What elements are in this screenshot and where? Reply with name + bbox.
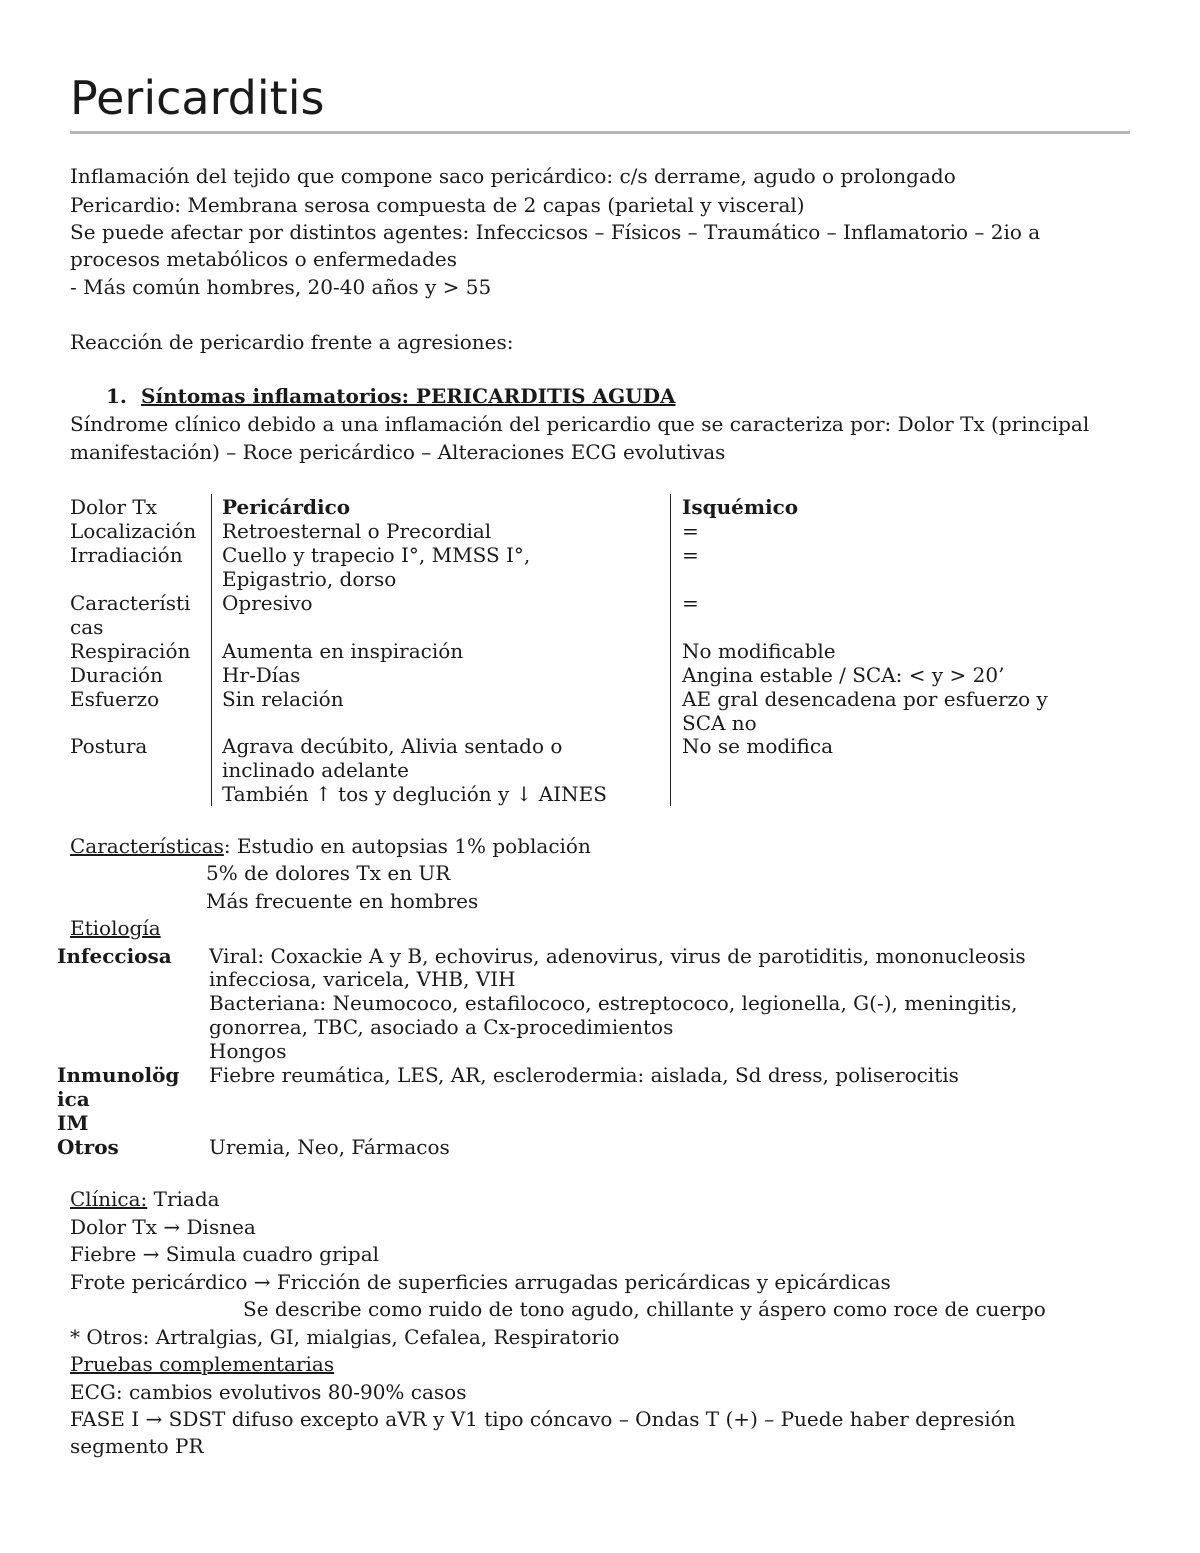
table-divider [211,494,212,806]
etiology-detail: Bacteriana: Neumococo, estafilococo, estreptococo, legionella, G(-), meningitis, [209,991,1018,1015]
table-cell-isquemico: SCA no [682,711,757,735]
table-row-label: cas [70,615,104,639]
etiology-detail: gonorrea, TBC, asociado a Cx-procedimientos [209,1015,674,1039]
intro-line: Inflamación del tejido que compone saco pericárdico: c/s derrame, agudo o prolongado [70,164,956,188]
page-title: Pericarditis [70,71,325,125]
clinica-item: Fiebre → Simula cuadro gripal [70,1242,380,1266]
pruebas-heading: Pruebas complementarias [70,1352,335,1376]
table-cell-pericardico: Sin relación [222,687,344,711]
caracteristicas-line: Características: Estudio en autopsias 1% población [70,834,591,858]
etiology-detail: infecciosa, varicela, VHB, VIH [209,967,516,991]
etiology-category: ica [57,1087,90,1111]
table-row-label: Esfuerzo [70,687,160,711]
etiologia-heading: Etiología [70,916,161,940]
intro-line: Se puede afectar por distintos agentes: Infeccicsos – Físicos – Traumático – Inflamatorio – 2io a [70,220,1041,244]
table-header-isquemico: Isquémico [682,495,799,519]
caracteristicas-label: Características [70,834,224,858]
table-row-label: Característi [70,591,191,615]
section-heading: Síntomas inflamatorios: PERICARDITIS AGUDA [141,384,676,408]
table-cell-isquemico: = [682,543,699,567]
table-divider [670,494,671,806]
table-cell-pericardico: Opresivo [222,591,313,615]
table-cell-pericardico: Cuello y trapecio I°, MMSS I°, [222,543,531,567]
table-cell-pericardico: También ↑ tos y deglución y ↓ AINES [222,782,607,806]
table-row-label: Duración [70,663,163,687]
etiology-detail: Fiebre reumática, LES, AR, esclerodermia: aislada, Sd dress, poliserocitis [209,1063,959,1087]
table-cell-isquemico: = [682,591,699,615]
table-row-label: Respiración [70,639,191,663]
intro-line: - Más común hombres, 20-40 años y > 55 [70,275,492,299]
table-row-label: Postura [70,734,148,758]
intro-line: Pericardio: Membrana serosa compuesta de 2 capas (parietal y visceral) [70,193,805,217]
etiology-category: IM [57,1111,89,1135]
table-cell-isquemico: AE gral desencadena por esfuerzo y [682,687,1048,711]
table-cell-isquemico: = [682,519,699,543]
table-header-dolor: Dolor Tx [70,495,158,519]
table-cell-pericardico: inclinado adelante [222,758,409,782]
etiology-detail: Uremia, Neo, Fármacos [209,1135,450,1159]
clinica-line [70,1186,220,1212]
pruebas-item: segmento PR [70,1434,204,1458]
etiology-category: Otros [57,1135,119,1159]
table-cell-isquemico: No se modifica [682,734,834,758]
table-cell-isquemico: No modificable [682,639,836,663]
clinica-otros: * Otros: Artralgias, GI, mialgias, Cefalea, Respiratorio [70,1325,620,1349]
caracteristicas-item: Más frecuente en hombres [206,889,479,913]
clinica-item: Frote pericárdico → Fricción de superficies arrugadas pericárdicas y epicárdicas [70,1270,891,1294]
section-description: Síndrome clínico debido a una inflamación del pericardio que se caracteriza por: Dolor Tx (principal [70,412,1090,436]
etiology-detail: Hongos [209,1039,287,1063]
etiology-category: Inmunolög [57,1063,180,1087]
pruebas-item: ECG: cambios evolutivos 80-90% casos [70,1380,467,1404]
section-description: manifestación) – Roce pericárdico – Alteraciones ECG evolutivas [70,440,726,464]
clinica-item: Dolor Tx → Disnea [70,1215,256,1239]
etiology-category: Infecciosa [57,944,172,968]
table-row-label: Localización [70,519,197,543]
table-cell-pericardico: Hr-Días [222,663,301,687]
clinica-text: Triada [147,1187,220,1211]
clinica-label: Clínica: [70,1187,148,1211]
caracteristicas-item: 5% de dolores Tx en UR [206,861,451,885]
table-cell-pericardico: Aumenta en inspiración [222,639,464,663]
section-number: 1. [106,384,127,408]
table-cell-pericardico: Epigastrio, dorso [222,567,397,591]
pruebas-item: FASE I → SDST difuso excepto aVR y V1 tipo cóncavo – Ondas T (+) – Puede haber depresión [70,1407,1016,1431]
table-row-label: Irradiación [70,543,183,567]
table-header-pericardico: Pericárdico [222,495,351,519]
table-cell-isquemico: Angina estable / SCA: < y > 20’ [682,663,1005,687]
table-cell-pericardico: Agrava decúbito, Alivia sentado o [222,734,563,758]
title-divider [70,131,1130,134]
caracteristicas-text: Estudio en autopsias 1% población [236,834,591,858]
clinica-indented: Se describe como ruido de tono agudo, chillante y áspero como roce de cuerpo [243,1297,1046,1321]
table-cell-pericardico: Retroesternal o Precordial [222,519,492,543]
etiology-detail: Viral: Coxackie A y B, echovirus, adenovirus, virus de parotiditis, mononucleosis [209,944,1026,968]
intro-line: procesos metabólicos o enfermedades [70,247,457,271]
reaction-heading: Reacción de pericardio frente a agresiones: [70,330,514,354]
